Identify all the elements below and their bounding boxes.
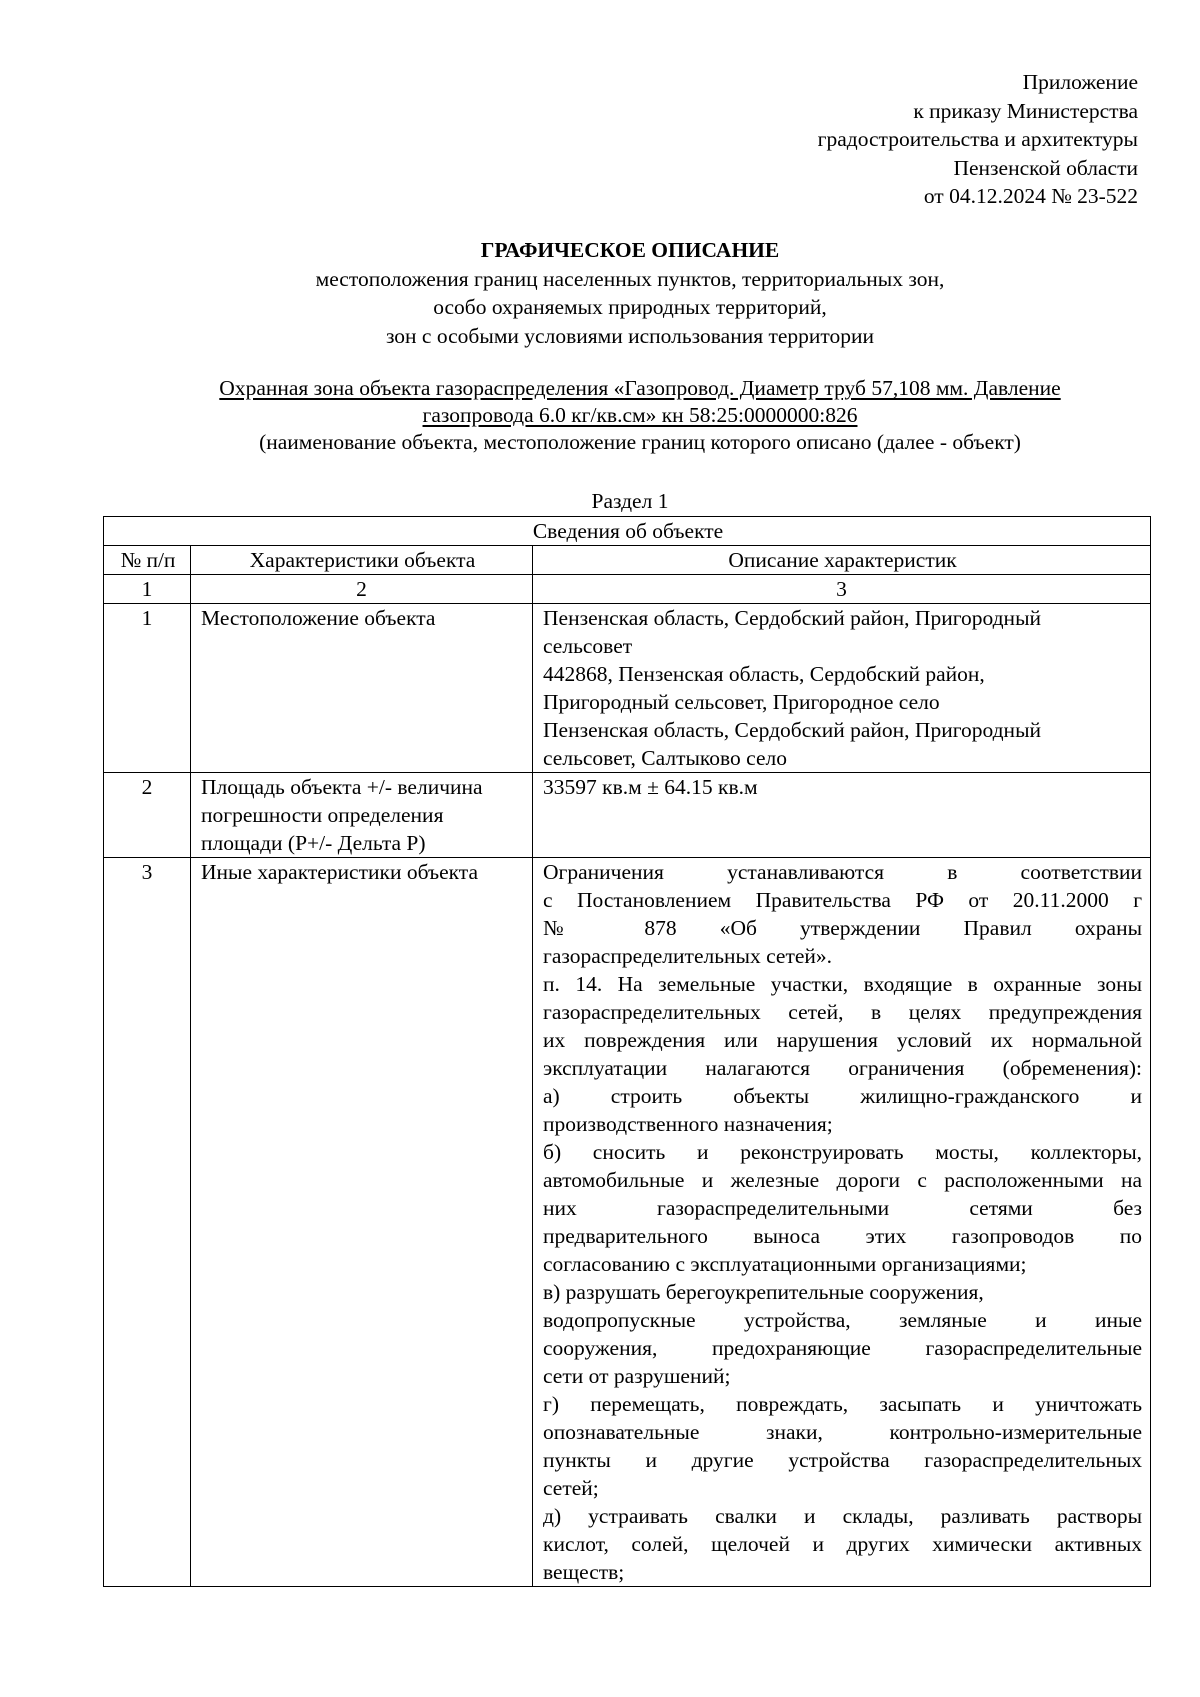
description-line: п. 14. На земельные участки, входящие в охранные зоны (543, 972, 1143, 996)
description-line: сельсовет, Салтыково село (543, 746, 787, 770)
description-line: опознавательные знаки, контрольно-измерительные (543, 1420, 1143, 1444)
row-characteristic (191, 858, 533, 1587)
description-line: № 878 «Об утверждении Правил охраны (543, 916, 1143, 940)
description-line: Пензенская область, Сердобский район, Пригородный (543, 606, 1042, 630)
document-subtitle-line: особо охраняемых природных территорий, (433, 295, 827, 319)
description-line: газораспределительных сетей, в целях предупреждения (543, 1000, 1143, 1024)
description-line: а) строить объекты жилищно-гражданского и (543, 1084, 1143, 1108)
row-description (533, 858, 1151, 1587)
characteristic-line: Местоположение объекта (201, 606, 436, 630)
appendix-line: от 04.12.2024 № 23-522 (923, 184, 1138, 208)
document-title: ГРАФИЧЕСКОЕ ОПИСАНИЕ (480, 238, 780, 262)
row-number: 2 (104, 773, 191, 858)
description-line: эксплуатации налагаются ограничения (обременения): (543, 1056, 1143, 1080)
characteristic-line: площади (Р+/- Дельта Р) (201, 831, 426, 855)
table-row (104, 604, 1151, 773)
row-characteristic (191, 773, 533, 858)
appendix-note (538, 68, 1138, 211)
column-number: 3 (533, 575, 1151, 604)
column-number: 2 (191, 575, 533, 604)
description-line: кислот, солей, щелочей и других химически активных (543, 1532, 1143, 1556)
table-row (104, 858, 1151, 1587)
row-description (533, 604, 1151, 773)
table-caption: Сведения об объекте (104, 517, 1151, 546)
description-line: пункты и другие устройства газораспределительных (543, 1448, 1143, 1472)
object-name-caption: (наименование объекта, местоположение границ которого описано (далее - объект) (259, 430, 1021, 454)
description-line: д) устраивать свалки и склады, разливать растворы (543, 1504, 1143, 1528)
description-line: сельсовет (543, 634, 633, 658)
row-number: 1 (104, 604, 191, 773)
description-line: автомобильные и железные дороги с расположенными на (543, 1168, 1143, 1192)
appendix-line: Приложение (1022, 70, 1138, 94)
header-characteristic: Характеристики объекта (191, 546, 533, 575)
description-line: 442868, Пензенская область, Сердобский район, (543, 662, 985, 686)
header-description: Описание характеристик (533, 546, 1151, 575)
row-characteristic (191, 604, 533, 773)
description-line: б) сносить и реконструировать мосты, коллекторы, (543, 1140, 1143, 1164)
section-label: Раздел 1 (591, 489, 669, 513)
description-line: с Постановлением Правительства РФ от 20.11.2000 г (543, 888, 1143, 912)
row-number: 3 (104, 858, 191, 1587)
table-caption-row (104, 517, 1151, 546)
description-line: 33597 кв.м ± 64.15 кв.м (543, 775, 758, 799)
description-line: сооружения, предохраняющие газораспределительные (543, 1336, 1143, 1360)
characteristic-line: Площадь объекта +/- величина (201, 775, 483, 799)
appendix-line: Пензенской области (953, 155, 1138, 180)
appendix-line: к приказу Министерства (913, 98, 1138, 123)
description-line: предварительного выноса этих газопроводов по (543, 1224, 1143, 1248)
description-line: производственного назначения; (543, 1112, 833, 1136)
description-line: их повреждения или нарушения условий их нормальной (543, 1028, 1143, 1052)
description-line: сети от разрушений; (543, 1364, 731, 1388)
description-line: г) перемещать, повреждать, засыпать и уничтожать (543, 1392, 1143, 1416)
description-line: сетей; (543, 1476, 599, 1500)
table-column-numbers-row (104, 575, 1151, 604)
object-name-line: Охранная зона объекта газораспределения «Газопровод. Диаметр труб 57,108 мм. Давление (219, 376, 1061, 400)
document-subtitle-line: зон с особыми условиями использования территории (385, 323, 875, 348)
characteristic-line: погрешности определения (201, 803, 444, 827)
appendix-line: градостроительства и архитектуры (817, 127, 1138, 151)
description-line: газораспределительных сетей». (543, 944, 833, 968)
object-info-table (103, 516, 1151, 1587)
characteristic-line: Иные характеристики объекта (201, 860, 479, 884)
table-row (104, 773, 1151, 858)
object-name-line: газопровода 6.0 кг/кв.см» кн 58:25:0000000:826 (422, 403, 858, 427)
document-heading (0, 236, 1200, 350)
table-header-row (104, 546, 1151, 575)
description-line: в) разрушать берегоукрепительные сооружения, (543, 1280, 984, 1304)
description-line: водопропускные устройства, земляные и иные (543, 1308, 1143, 1332)
document-subtitle-line: местоположения границ населенных пунктов, территориальных зон, (315, 266, 945, 291)
object-name-block (140, 375, 1140, 456)
description-line: Ограничения устанавливаются в соответствии (543, 860, 1143, 884)
description-line: веществ; (543, 1560, 625, 1584)
row-description (533, 773, 1151, 858)
description-line: согласованию с эксплуатационными организациями; (543, 1252, 1027, 1276)
column-number: 1 (104, 575, 191, 604)
description-line: Пензенская область, Сердобский район, Пригородный (543, 718, 1042, 742)
header-number: № п/п (104, 546, 191, 575)
description-line: них газораспределительными сетями без (543, 1196, 1143, 1220)
description-line: Пригородный сельсовет, Пригородное село (543, 690, 940, 714)
